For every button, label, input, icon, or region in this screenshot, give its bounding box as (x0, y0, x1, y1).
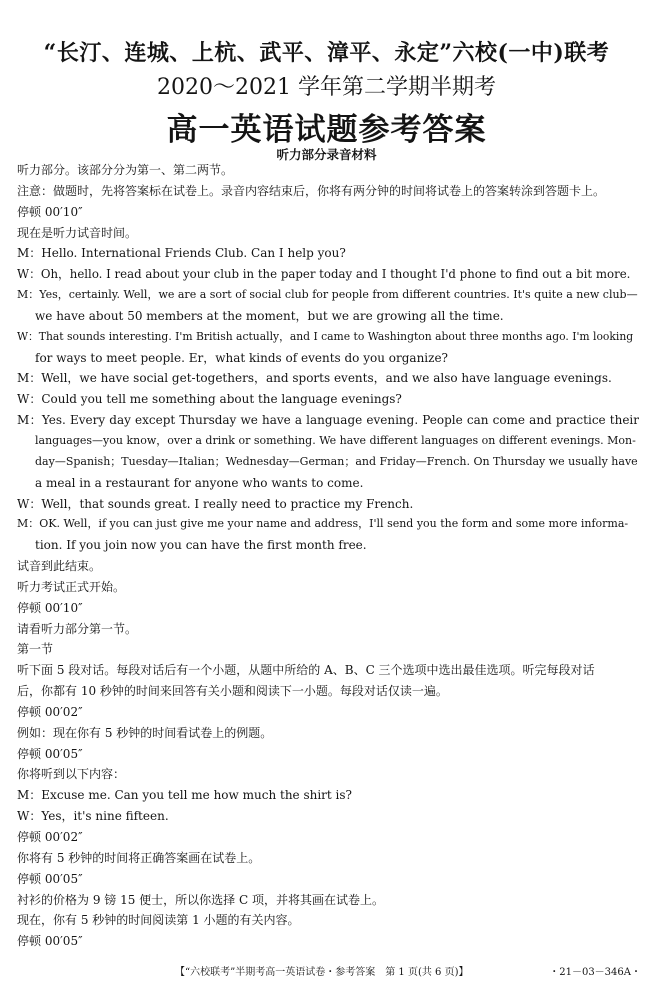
transcript-line: tion. If you join now you can have the first month free. (35, 538, 367, 553)
section-subtitle: 听力部分录音材料 (276, 147, 377, 162)
transcript-line: W：Well，that sounds great. I really need to practice my French. (17, 496, 414, 511)
transcript-line: 你将听到以下内容： (17, 767, 126, 782)
transcript-line: 衬衫的价格为 9 镑 15 便士，所以你选择 C 项，并将其画在试卷上。 (17, 892, 384, 907)
transcript-line: 现在是听力试音时间。 (17, 225, 138, 240)
transcript-line: 请看听力部分第一节。 (17, 621, 138, 636)
footer-code: ・21－03－346A・ (549, 967, 641, 978)
transcript-line: 停顿 00′10″ (17, 204, 83, 219)
school-union-title: “长汀、连城、上杭、武平、漳平、永定”六校(一中)联考 (43, 40, 610, 66)
transcript-line: 停顿 00′05″ (17, 934, 83, 949)
transcript-line: day—Spanish；Tuesday—Italian；Wednesday—German；and Friday—French. On Thursday we usually have (35, 454, 638, 468)
transcript-line: a meal in a restaurant for anyone who wants to come. (35, 475, 364, 490)
transcript-line: 试音到此结束。 (17, 559, 102, 574)
transcript-line: M：Hello. International Friends Club. Can I help you? (17, 246, 346, 261)
transcript-line: 注意：做题时，先将答案标在试卷上。录音内容结束后，你将有两分钟的时间将试卷上的答案转涂到答题卡上。 (17, 183, 606, 198)
transcript-line: 停顿 00′05″ (17, 746, 83, 761)
transcript-line: for ways to meet people. Er，what kinds of events do you organize? (35, 350, 448, 365)
transcript-line: 你将有 5 秒钟的时间将正确答案画在试卷上。 (17, 850, 261, 865)
page-footer (0, 963, 653, 979)
transcript-line: 后，你都有 10 秒钟的时间来回答有关小题和阅读下一小题。每段对话仅读一遍。 (17, 684, 448, 699)
transcript-line: 现在，你有 5 秒钟的时间阅读第 1 小题的有关内容。 (17, 913, 300, 928)
document-title: 高一英语试题参考答案 (166, 112, 487, 148)
transcript-line: 例如：现在你有 5 秒钟的时间看试卷上的例题。 (17, 725, 273, 740)
semester-title: 2020～2021 学年第二学期半期考 (157, 75, 496, 100)
transcript-line: 停顿 00′02″ (17, 830, 83, 844)
transcript-line: 听力部分。该部分分为第一、第二两节。 (17, 163, 234, 177)
footer-page-info: 【“六校联考”半期考高一英语试卷・参考答案 第 1 页(共 6 页)】 (175, 967, 469, 978)
transcript-line: 第一节 (17, 642, 54, 657)
transcript-line: M：Excuse me. Can you tell me how much the shirt is? (17, 788, 352, 803)
transcript-line: we have about 50 members at the moment，but we are growing all the time. (35, 308, 504, 323)
transcript-line: 听力考试正式开始。 (17, 579, 126, 594)
transcript-line: M：Yes. Every day except Thursday we have a language evening. People can come and practice their (17, 413, 639, 428)
transcript-line: M：OK. Well，if you can just give me your name and address，I'll send you the form and some more informa- (17, 517, 629, 531)
transcript-body (17, 160, 639, 952)
transcript-line: W：Oh，hello. I read about your club in the paper today and I thought I'd phone to find out a bit more. (17, 267, 631, 282)
transcript-line: W：Could you tell me something about the language evenings? (17, 392, 402, 407)
transcript-line: M：Well，we have social get-togethers，and sports events，and we also have language evenings. (17, 371, 612, 386)
transcript-line: M：Yes，certainly. Well，we are a sort of social club for people from different countries. It's quite a new club— (17, 288, 638, 302)
transcript-line: W：Yes，it's nine fifteen. (17, 809, 169, 824)
transcript-line: 停顿 00′05″ (17, 871, 83, 886)
transcript-line: languages—you know，over a drink or something. We have different languages on different evenings. Mon- (35, 433, 636, 447)
transcript-line: 停顿 00′02″ (17, 704, 83, 719)
transcript-line: 听下面 5 段对话。每段对话后有一个小题，从题中所给的 A、B、C 三个选项中选出最佳选项。听完每段对话 (17, 663, 595, 678)
transcript-line: 停顿 00′10″ (17, 600, 83, 615)
transcript-line: W：That sounds interesting. I'm British actually，and I came to Washington about three months ago. I'm looking (17, 329, 634, 343)
